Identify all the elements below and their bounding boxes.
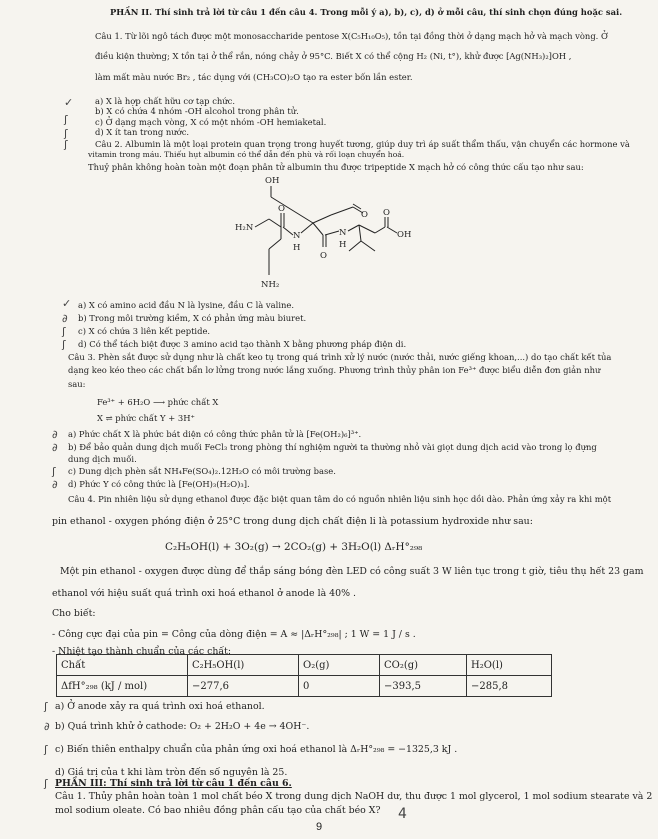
table-row bbox=[57, 676, 552, 697]
tripeptide-structure bbox=[235, 175, 425, 297]
h2n-label: H₂N bbox=[235, 223, 254, 233]
q4-option-d: d) Giá trị của t khi làm tròn đến số nguyên là 25. bbox=[55, 767, 288, 778]
q4-text-line6: - Công cực đại của pin = Công của dòng điện = A ≈ |ΔᵣH°₂₉₈| ; 1 W = 1 J / s . bbox=[52, 629, 416, 640]
handwritten-mark: ∂ bbox=[52, 478, 58, 491]
table-header-cell: CO₂(g) bbox=[380, 655, 467, 676]
nh2-bottom-label: NH₂ bbox=[261, 280, 280, 290]
enthalpy-table bbox=[56, 654, 552, 697]
q3-equation-2: X ⇌ phức chất Y + 3H⁺ bbox=[97, 413, 195, 423]
q4-option-b: b) Quá trình khử ở cathode: O₂ + 2H₂O + 4e → 4OH⁻. bbox=[55, 721, 310, 732]
table-header-cell: H₂O(l) bbox=[467, 655, 552, 676]
q4-text-line2: pin ethanol - oxygen phóng điện ở 25°C trong dung dịch chất điện li là potassium hydroxide như sau: bbox=[52, 516, 533, 527]
q4-text-line5: Cho biết: bbox=[52, 608, 96, 619]
handwritten-mark: ∂ bbox=[52, 428, 58, 441]
q3-equation-1: Fe³⁺ + 6H₂O ⟶ phức chất X bbox=[97, 397, 219, 407]
q4-text-line1: Câu 4. Pin nhiên liệu sử dụng ethanol được đặc biệt quan tâm do có nguồn nhiên liệu sinh học dồi dào. Phản ứng xảy ra khi một bbox=[68, 494, 612, 504]
amide-n1-label: N bbox=[293, 231, 301, 241]
handwritten-mark: ʃ bbox=[62, 338, 66, 351]
carbonyl-o3-label: O bbox=[320, 251, 327, 261]
table-header-row bbox=[57, 655, 552, 676]
handwritten-mark: ʃ bbox=[44, 743, 48, 756]
q4-text-line4: ethanol với hiệu suất quá trình oxi hoá ethanol ở anode là 40% . bbox=[52, 588, 356, 599]
handwritten-mark: ʃ bbox=[52, 465, 56, 478]
handwritten-mark: ʃ bbox=[44, 700, 48, 713]
table-row-label: ΔfH°₂₉₈ (kJ / mol) bbox=[57, 676, 188, 697]
q4-text-line7: - Nhiệt tạo thành chuẩn của các chất: bbox=[52, 646, 232, 657]
handwritten-mark: ✓ bbox=[62, 297, 72, 310]
handwritten-mark: ∂ bbox=[62, 312, 68, 325]
q3-option-d: d) Phức Y có công thức là [Fe(OH)₃(H₂O)₃]. bbox=[68, 479, 250, 489]
oh-top-label: OH bbox=[265, 176, 280, 186]
oh-right-label: OH bbox=[397, 230, 412, 240]
q3-text-line1: Câu 3. Phèn sắt được sử dụng như là chất keo tụ trong quá trình xử lý nước (nước thải, nước giếng khoan,...) do tạo chất kết tủa bbox=[68, 352, 612, 362]
q2-option-d: d) Có thể tách biệt được 3 amino acid tạo thành X bằng phương pháp điện di. bbox=[78, 339, 407, 349]
q2-text-line1: Câu 2. Albumin là một loại protein quan trọng trong huyết tương, giúp duy trì áp suất thẩm thấu, vận chuyển các hormone và bbox=[95, 139, 630, 149]
q3-option-a: a) Phức chất X là phức bát diện có công thức phân tử là [Fe(OH₂)₆]³⁺. bbox=[68, 429, 362, 439]
table-cell: −277,6 bbox=[188, 676, 299, 697]
q4-option-c: c) Biến thiên enthalpy chuẩn của phản ứng oxi hoá ethanol là ΔᵣH°₂₉₈ = −1325,3 kJ . bbox=[55, 744, 458, 755]
q1-text-line1: Câu 1. Từ lõi ngô tách được một monosaccharide pentose X(C₅H₁₀O₅), tồn tại đồng thời ở dạng mạch hở và mạch vòng. Ở bbox=[95, 31, 608, 41]
q4-text-line3: Một pin ethanol - oxygen được dùng để thắp sáng bóng đèn LED có công suất 3 W liên tục trong t giờ, tiêu thụ hết 23 gam bbox=[60, 566, 644, 577]
handwritten-mark: ∂ bbox=[44, 720, 50, 733]
q3-option-b-line2: dung dịch muối. bbox=[68, 454, 137, 464]
q2-option-c: c) X có chứa 3 liên kết peptide. bbox=[78, 326, 211, 336]
q1-option-a: a) X là hợp chất hữu cơ tạp chức. bbox=[95, 96, 236, 106]
q1-option-d: d) X ít tan trong nước. bbox=[95, 127, 190, 137]
handwritten-answer: 4 bbox=[398, 806, 407, 822]
handwritten-mark: ʃ bbox=[64, 113, 68, 126]
table-cell: 0 bbox=[299, 676, 380, 697]
q4-equation: C₂H₅OH(l) + 3O₂(g) → 2CO₂(g) + 3H₂O(l) ΔᵣH°₂₉₈ bbox=[165, 541, 423, 553]
handwritten-mark: ✓ bbox=[64, 96, 74, 109]
q3-option-c: c) Dung dịch phèn sắt NH₄Fe(SO₄)₂.12H₂O có môi trường base. bbox=[68, 466, 336, 476]
q2-option-b: b) Trong môi trường kiềm, X có phản ứng màu biuret. bbox=[78, 313, 307, 323]
page-number: 9 bbox=[316, 821, 323, 833]
handwritten-mark: ∂ bbox=[52, 441, 58, 454]
q2-text-line3: Thuỷ phân không hoàn toàn một đoạn phân tử albumin thu được tripeptide X mạch hở có công thức cấu tạo như sau: bbox=[88, 162, 584, 172]
amide-h1-label: H bbox=[293, 243, 301, 253]
table-header-cell: O₂(g) bbox=[299, 655, 380, 676]
q3-option-b-line1: b) Để bảo quản dung dịch muối FeCl₃ trong phòng thí nghiệm người ta thường nhỏ vài giọt dung dịch acid vào trong lọ đựng bbox=[68, 442, 597, 452]
s3-q1-line2: mol sodium oleate. Có bao nhiêu đồng phân cấu tạo của chất béo X? bbox=[55, 805, 381, 816]
handwritten-mark: ʃ bbox=[44, 777, 48, 790]
q1-option-b: b) X có chứa 4 nhóm -OH alcohol trong phân tử. bbox=[95, 106, 299, 116]
q1-text-line2: điều kiện thường; X tồn tại ở thể rắn, nóng chảy ở 95°C. Biết X có thể cộng H₂ (Ni, t°), khử được [Ag(NH₃)₂]OH , bbox=[95, 51, 572, 61]
handwritten-mark: ʃ bbox=[62, 325, 66, 338]
s3-q1-line1: Câu 1. Thủy phân hoàn toàn 1 mol chất béo X trong dung dịch NaOH dư, thu được 1 mol glycerol, 1 mol sodium stearate và 2 bbox=[55, 791, 653, 802]
table-cell: −393,5 bbox=[380, 676, 467, 697]
q1-text-line3: làm mất màu nước Br₂ , tác dụng với (CH₃CO)₂O tạo ra ester bốn lần ester. bbox=[95, 72, 413, 82]
q3-text-line3: sau: bbox=[68, 379, 86, 389]
table-header-cell: Chất bbox=[57, 655, 188, 676]
carbonyl-o2-label: O bbox=[361, 210, 368, 220]
handwritten-mark: ʃ bbox=[64, 138, 68, 151]
handwritten-mark: ʃ bbox=[64, 127, 68, 140]
q2-text-line2: vitamin trong máu. Thiếu hụt albumin có thể dẫn đến phù và rối loạn chuyển hoá. bbox=[88, 150, 405, 159]
amide-h2-label: H bbox=[339, 240, 347, 250]
q3-text-line2: dạng keo kéo theo các chất bẩn lơ lửng trong nước lắng xuống. Phương trình thủy phân ion Fe³⁺ được biểu diễn đơn giản như bbox=[68, 365, 601, 375]
amide-n2-label: N bbox=[339, 228, 347, 238]
table-header-cell: C₂H₅OH(l) bbox=[188, 655, 299, 676]
table-cell: −285,8 bbox=[467, 676, 552, 697]
carbonyl-o4-label: O bbox=[383, 208, 390, 218]
carbonyl-o1-label: O bbox=[278, 204, 285, 214]
section-3-heading: PHẦN III: Thí sinh trả lời từ câu 1 đến câu 6. bbox=[55, 778, 292, 789]
q4-option-a: a) Ở anode xảy ra quá trình oxi hoá ethanol. bbox=[55, 701, 265, 712]
q1-option-c: c) Ở dạng mạch vòng, X có một nhóm -OH hemiaketal. bbox=[95, 117, 327, 127]
q2-option-a: a) X có amino acid đầu N là lysine, đầu C là valine. bbox=[78, 300, 295, 310]
section-2-heading: PHẦN II. Thí sinh trả lời từ câu 1 đến câu 4. Trong mỗi ý a), b), c), d) ở mỗi câu, thí sinh chọn đúng hoặc sai. bbox=[110, 7, 623, 17]
